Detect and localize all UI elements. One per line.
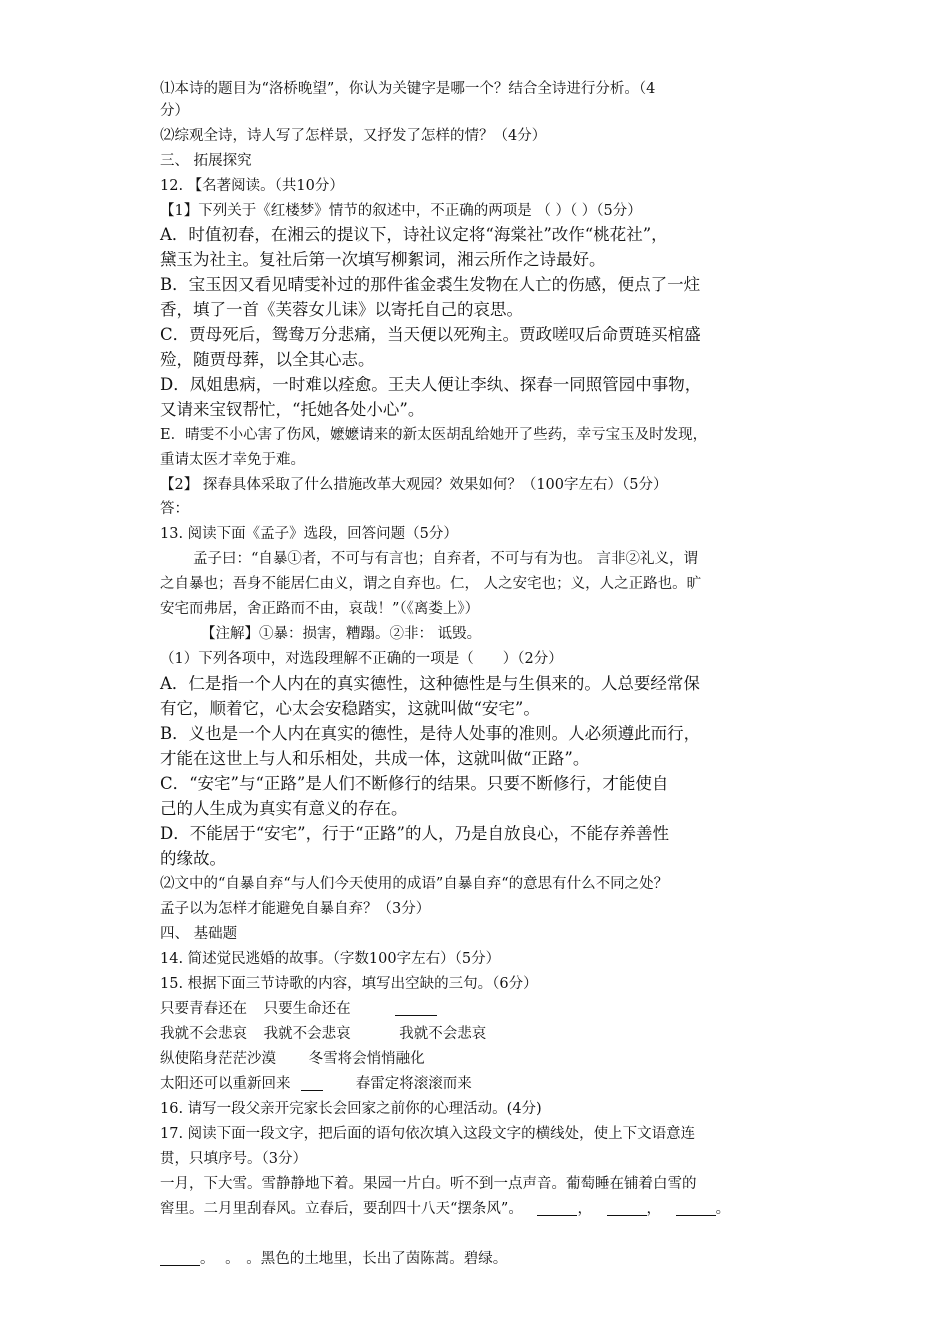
question-11-2: ⑵综观全诗，诗人写了怎样景，又抒发了怎样的情？（4分）: [160, 128, 547, 144]
passage-blank-2[interactable]: [607, 1199, 647, 1216]
passage-line3: [160, 1248, 507, 1270]
poem-row-3: [160, 1048, 425, 1070]
question-11-1: ⑴本诗的题目为“洛桥晚望”，你认为关键字是哪一个？结合全诗进行分析。（4: [160, 81, 656, 97]
period-3: 。: [225, 1251, 240, 1267]
question-13: 13. 阅读下面《孟子》选段，回答问题（5分）: [160, 526, 458, 542]
passage-blank-4[interactable]: [160, 1249, 200, 1266]
poem-r4b: 春雷定将滚滚而来: [355, 1076, 472, 1092]
option-a-line2: 黛玉为社主。复社后第一次填写柳絮词，湘云所作之诗最好。: [160, 250, 606, 269]
passage-line3-text: 。黑色的土地里，长出了茵陈蒿。碧绿。: [246, 1251, 508, 1267]
question-11-1-cont: 分）: [160, 103, 189, 119]
poem-row-4: [160, 1073, 472, 1095]
q13-option-c-line1: C．“安宅”与“正路”是人们不断修行的结果。只要不断修行，才能使自: [160, 774, 669, 793]
annotation: 【注解】①暴：损害，糟蹋。②非： 诋毁。: [201, 626, 482, 642]
question-12-part2: 【2】 探春具体采取了什么措施改革大观园？效果如何？（100字左右）（5分）: [160, 477, 668, 493]
poem-r1a: 只要青春还在: [160, 1001, 247, 1017]
q13-option-a-line2: 有它，顺着它，心太会安稳踏实，这就叫做“安宅”。: [160, 699, 540, 718]
section-3-heading: 三、 拓展探究: [160, 153, 252, 169]
period-2: 。: [200, 1251, 215, 1267]
passage-blank-3[interactable]: [676, 1199, 716, 1216]
q13-option-d-line2: 的缘故。: [160, 849, 226, 868]
q13-option-c-line2: 己的人生成为真实有意义的存在。: [160, 799, 408, 818]
poem-r1b: 只要生命还在: [263, 1001, 351, 1017]
comma-1: ，: [577, 1201, 592, 1217]
poem-r2a: 我就不会悲哀: [160, 1026, 247, 1042]
poem-r2b: 我就不会悲哀: [263, 1026, 351, 1042]
poem-r2c: 我就不会悲哀: [399, 1026, 487, 1042]
option-d-line2: 又请来宝钗帮忙，“托她各处小心”。: [160, 400, 425, 419]
mencius-passage-line1: 孟子曰：“自暴①者，不可与有言也；自弃者，不可与有为也。 言非②礼义，谓: [193, 551, 699, 567]
poem-row-1: [160, 998, 437, 1020]
option-c-line2: 殓，随贾母葬，以全其心志。: [160, 350, 375, 369]
question-12-part1: 【1】下列关于《红楼梦》情节的叙述中，不正确的两项是 （ ）（ ）（5分）: [160, 203, 642, 219]
q13-option-d-line1: D．不能居于“安宅”，行于“正路”的人，乃是自放良心，不能存养善性: [160, 824, 669, 843]
period-1: 。: [715, 1201, 731, 1217]
mencius-passage-line2: 之自暴也；吾身不能居仁由义，谓之自弃也。仁， 人之安宅也；义，人之正路也。旷: [160, 576, 702, 592]
poem-blank-2[interactable]: [301, 1074, 323, 1091]
question-13-1: （1）下列各项中，对选段理解不正确的一项是（ ）（2分）: [160, 651, 563, 667]
question-13-2: ⑵文中的“自暴自弃“与人们今天使用的成语”自暴自弃“的意思有什么不同之处？: [160, 876, 669, 892]
mencius-passage-line3: 安宅而弗居，舍正路而不由，哀哉！”（《离娄上》）: [160, 601, 480, 617]
poem-r3a: 纵使陷身茫茫沙漠: [160, 1051, 276, 1067]
option-e-line1: E．晴雯不小心害了伤风，嬷嬷请来的新太医胡乱给她开了些药，幸亏宝玉及时发现，: [160, 427, 708, 443]
question-13-2-cont: 孟子以为怎样才能避免自暴自弃？（3分）: [160, 901, 431, 917]
answer-label: 答：: [160, 501, 189, 517]
option-c-line1: C．贾母死后，鸳鸯万分悲痛，当天便以死殉主。贾政嗟叹后命贾琏买棺盛: [160, 325, 701, 344]
question-15: 15. 根据下面三节诗歌的内容，填写出空缺的三句。（6分）: [160, 976, 538, 992]
passage-line2-text: 窖里。二月里刮春风。立春后，要刮四十八天“摆条风”。: [160, 1201, 523, 1217]
option-a-line1: A．时值初春，在湘云的提议下，诗社议定将“海棠社”改作“桃花社”，: [160, 225, 668, 244]
poem-r3b: 冬雪将会悄悄融化: [308, 1051, 425, 1067]
passage-blank-1[interactable]: [537, 1199, 577, 1216]
question-17: 17. 阅读下面一段文字，把后面的语句依次填入这段文字的横线处，使上下文语意连: [160, 1126, 696, 1142]
passage-line2: [160, 1198, 730, 1220]
question-14: 14. 简述觉民逃婚的故事。（字数100字左右）（5分）: [160, 951, 501, 967]
poem-row-2: [160, 1023, 486, 1045]
option-b-line1: B．宝玉因又看见晴雯补过的那件雀金裘生发物在人亡的伤感，便点了一炷: [160, 275, 701, 294]
q13-option-a-line1: A．仁是指一个人内在的真实德性，这种德性是与生俱来的。人总要经常保: [160, 674, 700, 693]
option-b-line2: 香，填了一首《芙蓉女儿诔》以寄托自己的哀思。: [160, 300, 523, 319]
option-e-line2: 重请太医才幸免于难。: [160, 452, 305, 468]
passage-line1: 一月，下大雪。雪静静地下着。果园一片白。听不到一点声音。葡萄睡在铺着白雪的: [160, 1176, 697, 1192]
question-17-cont: 贯，只填序号。（3分）: [160, 1151, 307, 1167]
option-d-line1: D．凤姐患病，一时难以痊愈。王夫人便让李纨、探春一同照管园中事物，: [160, 375, 702, 394]
question-16: 16. 请写一段父亲开完家长会回家之前你的心理活动。(4分): [160, 1101, 542, 1117]
q13-option-b-line2: 才能在这世上与人和乐相处，共成一体，这就叫做“正路”。: [160, 749, 590, 768]
question-12: 12. 【名著阅读。（共10分）: [160, 178, 344, 194]
section-4-heading: 四、 基础题: [160, 926, 238, 942]
poem-blank-1[interactable]: [395, 999, 437, 1016]
poem-r4a: 太阳还可以重新回来: [160, 1076, 291, 1092]
q13-option-b-line1: B．义也是一个人内在真实的德性，是待人处事的准则。人必须遵此而行，: [160, 724, 701, 743]
comma-2: ，: [646, 1201, 662, 1217]
